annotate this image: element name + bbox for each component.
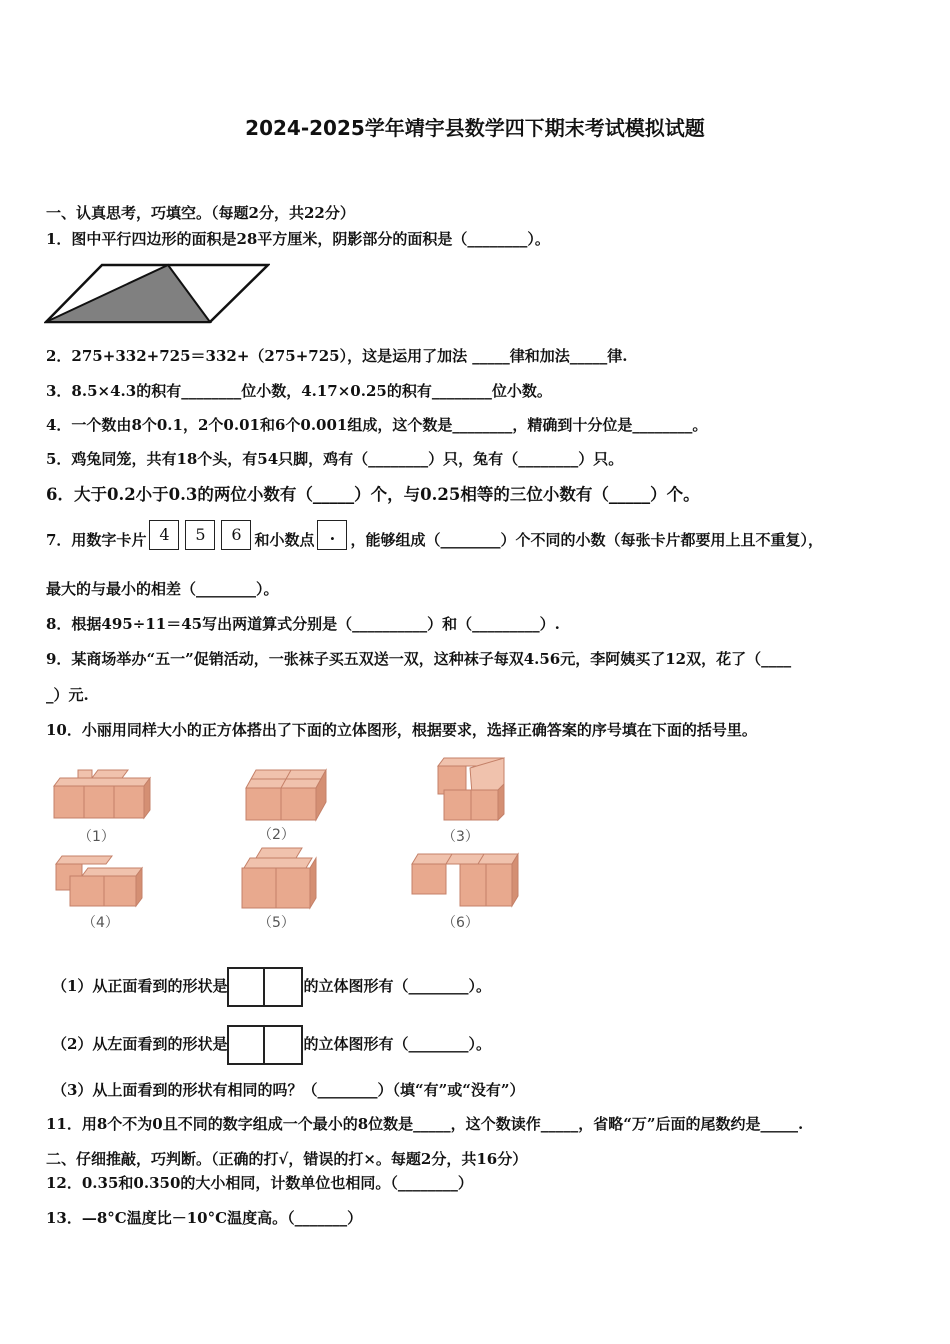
parallelogram-figure xyxy=(44,262,270,324)
decimal-point-card: . xyxy=(317,520,347,550)
figure-caption-3: （3） xyxy=(442,829,479,845)
question-10-2: （2）从左面看到的形状是 的立体图形有（________）。 xyxy=(52,1024,491,1065)
question-10-1: （1）从正面看到的形状是 的立体图形有（________）。 xyxy=(52,966,491,1007)
question-13: 13．—8°C温度比－10°C温度高。（_______） xyxy=(46,1209,363,1227)
two-square-left-view-shape xyxy=(227,1025,303,1065)
question-7-line-2: 最大的与最小的相差（________）。 xyxy=(46,580,279,598)
section-1-heading: 一、认真思考，巧填空。（每题2分，共22分） xyxy=(46,204,355,222)
section-2-heading: 二、仔细推敲，巧判断。（正确的打√，错误的打×。每题2分，共16分） xyxy=(46,1150,528,1168)
question-1: 1．图中平行四边形的面积是28平方厘米，阴影部分的面积是（________）。 xyxy=(46,230,550,248)
number-card-4: 4 xyxy=(149,520,179,550)
question-10-3: （3）从上面看到的形状有相同的吗？（________）（填“有”或“没有”） xyxy=(52,1081,525,1099)
cube-figure-2 xyxy=(244,768,328,822)
question-9-line-1: 9．某商场举办“五一”促销活动，一张袜子买五双送一双，这种袜子每双4.56元，李阿姨买了12双，花了（____ xyxy=(46,650,792,668)
number-card-5: 5 xyxy=(185,520,215,550)
figure-caption-5: （5） xyxy=(258,915,295,931)
two-square-front-view-shape xyxy=(227,967,303,1007)
cube-figure-6 xyxy=(410,850,520,908)
question-12: 12．0.35和0.350的大小相同，计数单位也相同。（________） xyxy=(46,1174,473,1192)
cube-figure-1 xyxy=(52,768,152,820)
question-10: 10．小丽用同样大小的正方体搭出了下面的立体图形，根据要求，选择正确答案的序号填在下面的括号里。 xyxy=(46,721,757,739)
question-2: 2．275+332+725＝332+（275+725），这是运用了加法 _____律和加法_____律. xyxy=(46,347,628,365)
question-9-line-2: _）元. xyxy=(46,686,89,704)
question-4: 4．一个数由8个0.1，2个0.01和6个0.001组成，这个数是________，精确到十分位是________。 xyxy=(46,416,708,434)
cube-figure-3 xyxy=(434,756,508,822)
question-11: 11．用8个不为0且不同的数字组成一个最小的8位数是_____，这个数读作_____，省略“万”后面的尾数约是_____. xyxy=(46,1115,804,1133)
figure-caption-6: （6） xyxy=(442,915,479,931)
cube-figure-5 xyxy=(238,846,318,910)
cube-figure-4 xyxy=(52,854,144,908)
page-title: 2024-2025学年靖宇县数学四下期末考试模拟试题 xyxy=(245,116,705,140)
figure-caption-1: （1） xyxy=(78,829,115,845)
figure-caption-4: （4） xyxy=(82,915,119,931)
question-6: 6．大于0.2小于0.3的两位小数有（_____）个，与0.25相等的三位小数有（_____）个。 xyxy=(46,485,700,504)
question-5: 5．鸡兔同笼，共有18个头，有54只脚，鸡有（________）只，兔有（________）只。 xyxy=(46,450,624,468)
number-card-6: 6 xyxy=(221,520,251,550)
question-8: 8．根据495÷11＝45写出两道算式分别是（__________）和（_________）. xyxy=(46,615,560,633)
figure-caption-2: （2） xyxy=(258,827,295,843)
question-3: 3．8.5×4.3的积有________位小数，4.17×0.25的积有________位小数。 xyxy=(46,382,552,400)
question-7-line-1: 7．用数字卡片 4 5 6 和小数点 . ，能够组成（________）个不同的小数（每张卡片都要用上且不重复）， xyxy=(46,526,823,556)
